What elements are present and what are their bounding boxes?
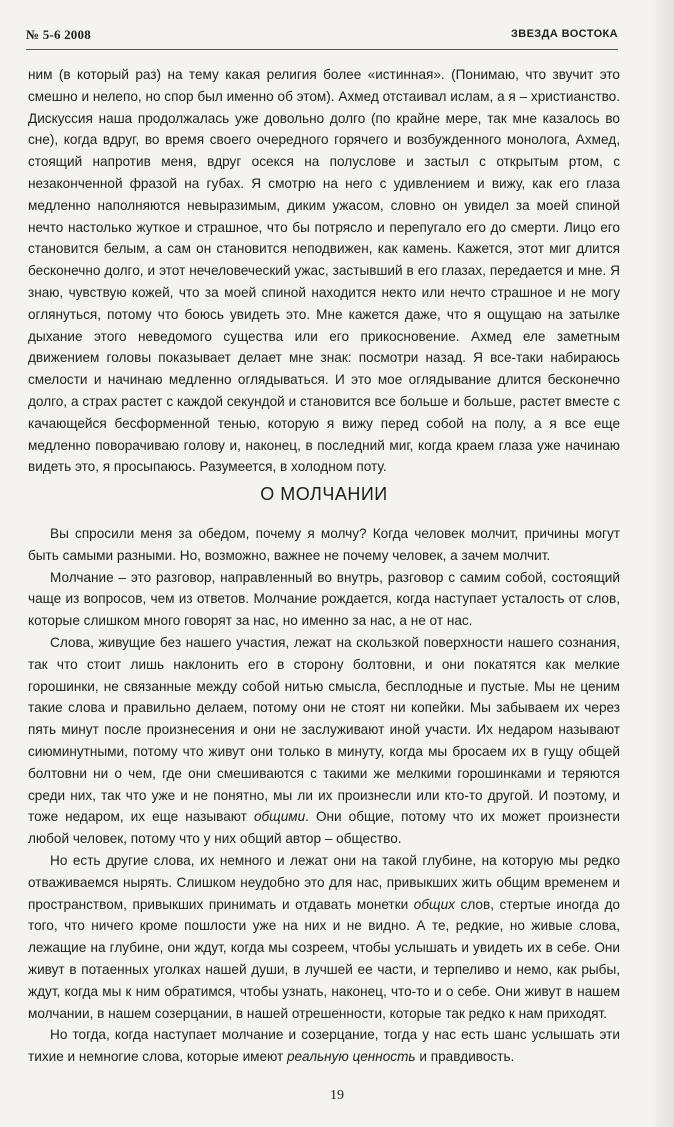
paragraph-2: Молчание – это разговор, направленный во внутрь, разговор с самим собой, состоящий чаще из вопросов, чем из ответов. Молчание рождается, когда наступает усталость от слов, которые слишком много говорят за нас, но именно за нас, а не от нас. (28, 569, 620, 629)
paragraph-5-part-a: Но тогда, когда наступает молчание и созерцание, тогда у нас есть шанс услышать эти тихие и немногие слова, которые имеют (28, 1027, 620, 1065)
paragraph-1: Вы спросили меня за обедом, почему я молчу? Когда человек молчит, причины могут быть самыми разными. Но, возможно, важнее не почему человек, а зачем молчит. (28, 526, 620, 563)
paragraph-5-emphasis: реальную ценность (286, 1049, 416, 1065)
issue-number: № 5-6 2008 (26, 27, 91, 42)
paragraph-5 (28, 1024, 620, 1068)
paragraph-3 (28, 632, 620, 850)
journal-title: ЗВЕЗДА ВОСТОКА (510, 28, 618, 40)
paragraph-4-part-b: слов, стертые иногда до того, что ничего кроме пошлости уже на них и не видно. А те, редкие, но живые слова, лежащие на глубине, они ждут, когда мы созреем, чтобы услышать и увидеть их в себе. Они живут в потаенных уголках нашей души, в лучшей ее части, и терпеливо и немо, как рыбы, ждут, когда мы к ним обратимся, чтобы узнать, наконец, что-то и о себе. Они живут в нашем молчании, в нашем созерцании, в нашей отрешенности, которые так редко к нам приходят. (28, 896, 620, 1021)
scan-shadow (650, 0, 674, 1127)
page-number: 19 (330, 1088, 344, 1103)
paragraph-4 (28, 850, 620, 1024)
paragraph-3-emphasis: общими (253, 809, 306, 825)
paragraph-3-part-b: . Они общие, потому что их может произнести любой человек, потому что у них общий автор – общество. (28, 809, 621, 847)
running-header (26, 27, 618, 50)
paragraph-5-part-b: и правдивость. (415, 1049, 515, 1065)
intro-paragraph: ним (в который раз) на тему какая религия более «истинная». (Понимаю, что звучит это смешно и нелепо, но спор был именно об этом). Ахмед отстаивал ислам, а я – христианство. Дискуссия наша продолжалась уже довольно долго (по крайне мере, так мне казалось во сне), когда вдруг, во время своего очередного горячего и возбужденного монолога, Ахмед, стоящий напротив меня, вдруг осекся на полуслове и застыл с открытым ртом, с незаконченной фразой на губах. Я смотрю на него с удивлением и вижу, как его глаза медленно наполняются невыразимым, диким ужасом, словно он увидел за моей спиной нечто настолько жуткое и страшное, что бы потрясло и перепугало его до смерти. Лицо его становится белым, а сам он становится неподвижен, как камень. Кажется, этот миг длится бесконечно долго, и этот нечеловеческий ужас, застывший в его глазах, передается и мне. Я знаю, чувствую кожей, что за моей спиной находится некто или нечто страшное и не могу оглянуться, потому что боюсь увидеть это. Мне кажется даже, что я ощущаю на затылке дыхание этого неведомого существа или его прикосновение. Ахмед еле заметным движением головы показывает делает мне знак: посмотри назад. Я все-таки набираюсь смелости и начинаю медленно оглядываться. И это мое оглядывание длится бесконечно долго, а страх растет с каждой секундой и становится все больше и больше, растет вместе с качающейся бесформенной тенью, которую я вижу перед собой на полу, а я все еще медленно поворачиваю голову и, наконец, в последний миг, когда краем глаза уже начинаю видеть это, я просыпаюсь. Разумеется, в холодном поту. (28, 67, 620, 475)
section-title: О МОЛЧАНИИ (260, 484, 388, 504)
section-body (28, 523, 620, 1068)
paragraph-4-part-a: Но есть другие слова, их немного и лежат они на такой глубине, на которую мы редко отваживаемся нырять. Слишком неудобно это для нас, привыкших жить общим временем и пространством, привыкших принимать и отдавать монетки (28, 852, 620, 912)
paragraph-4-emphasis: общих (413, 896, 455, 912)
intro-text (28, 64, 620, 478)
paragraph-3-part-a: Слова, живущие без нашего участия, лежат на скользкой поверхности нашего сознания, так что стоит лишь наклонить его в сторону болтовни, и они покатятся как мелкие горошинки, не связанные между собой нитью смысла, бесплодные и пустые. Мы не ценим такие слова и правильно делаем, потому они не стоят ни копейки. Мы забываем их через пять минут после произнесения и они не заслуживают иной участи. Их недаром называют сиюминутными, потому что живут они только в минуту, когда мы бросаем их в гущу общей болтовни ни о чем, где они смешиваются с такими же мелкими горошинками и теряются среди них, так что уже и не понятно, мы ли их произнесли или кто-то другой. И поэтому, и тоже недаром, их еще называют (28, 634, 620, 825)
